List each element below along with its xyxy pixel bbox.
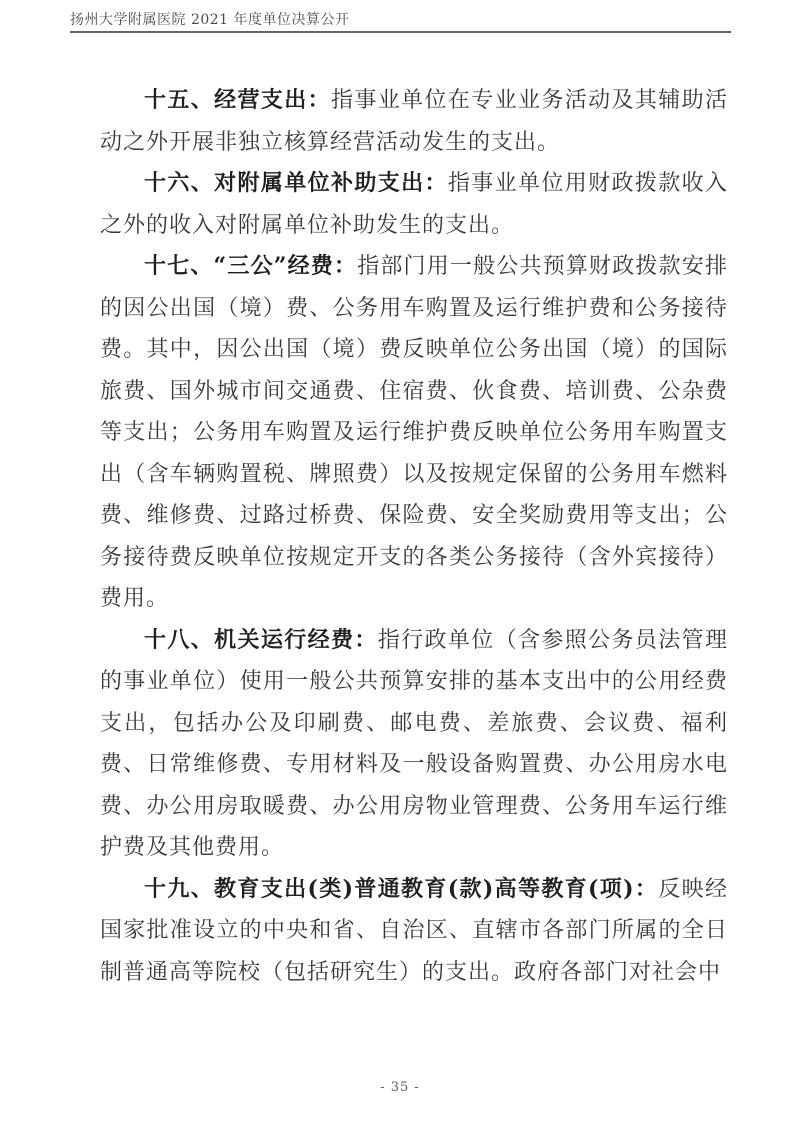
paragraph-19 [100, 869, 728, 994]
paragraph-16 [100, 163, 728, 246]
paragraph-17-lead: 十七、“三公”经费： [144, 253, 358, 279]
paragraph-18 [100, 620, 728, 869]
paragraph-19-text: 反映经国家批准设立的中央和省、自治区、直辖市各部门所属的全日制普通高等院校（包括研究生）的支出。政府各部门对社会中 [100, 876, 728, 985]
paragraph-18-text: 指行政单位（含参照公务员法管理的事业单位）使用一般公共预算安排的基本支出中的公用经费支出，包括办公及印刷费、邮电费、差旅费、会议费、福利费、日常维修费、专用材料及一般设备购置费、办公用房水电费、办公用房取暖费、办公用房物业管理费、公务用车运行维护费及其他费用。 [100, 627, 728, 860]
paragraph-15-text: 指事业单位在专业业务活动及其辅助活动之外开展非独立核算经营活动发生的支出。 [100, 88, 728, 155]
paragraph-16-lead: 十六、对附属单位补助支出： [144, 170, 448, 196]
header-rule [70, 31, 731, 33]
paragraph-19-lead: 十九、教育支出(类)普通教育(款)高等教育(项)： [144, 875, 659, 902]
document-body [100, 80, 728, 993]
page-number: - 35 - [380, 1080, 420, 1095]
paragraph-17-text: 指部门用一般公共预算财政拨款安排的因公出国（境）费、公务用车购置及运行维护费和公务接待费。其中，因公出国（境）费反映单位公务出国（境）的国际旅费、国外城市间交通费、住宿费、伙食费、培训费、公杂费等支出；公务用车购置及运行维护费反映单位公务用车购置支出（含车辆购置税、牌照费）以及按规定保留的公务用车燃料费、维修费、过路过桥费、保险费、安全奖励费用等支出；公务接待费反映单位按规定开支的各类公务接待（含外宾接待）费用。 [100, 254, 728, 611]
paragraph-15-lead: 十五、经营支出： [144, 87, 331, 113]
page-footer [0, 1080, 800, 1096]
page-header [70, 11, 731, 29]
paragraph-17 [100, 246, 728, 620]
header-title: 扬州大学附属医院 2021 年度单位决算公开 [70, 12, 350, 28]
paragraph-15 [100, 80, 728, 163]
paragraph-16-text: 指事业单位用财政拨款收入之外的收入对附属单位补助发生的支出。 [100, 171, 728, 238]
paragraph-18-lead: 十八、机关运行经费： [144, 626, 378, 653]
